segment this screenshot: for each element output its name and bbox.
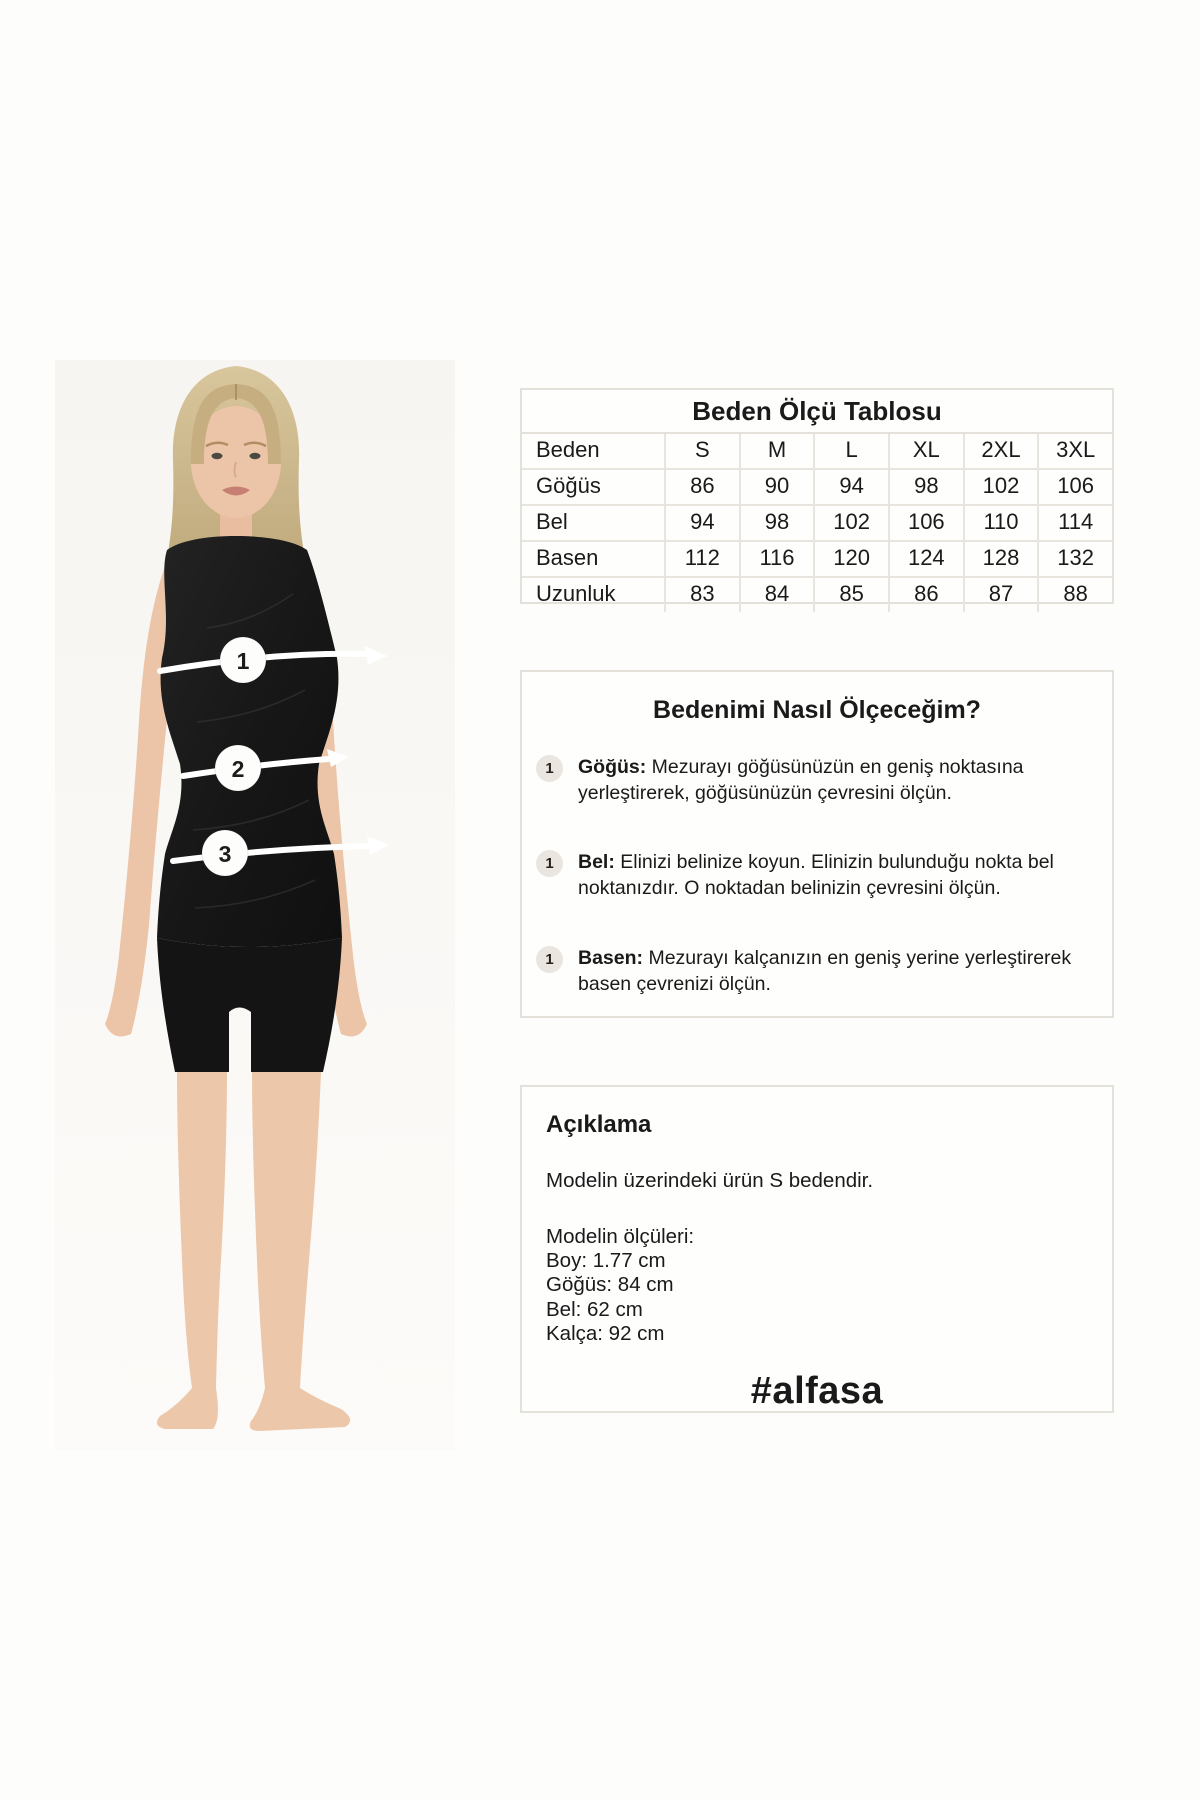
step-badge: 1 — [536, 946, 563, 973]
step-badge: 1 — [536, 755, 563, 782]
size-column-header: 2XL — [963, 434, 1038, 468]
size-column-header: M — [739, 434, 814, 468]
measurement-value: 86 — [664, 470, 739, 504]
size-column-header: S — [664, 434, 739, 468]
waist-marker-label: 2 — [231, 756, 245, 782]
size-table — [520, 388, 1114, 604]
measurement-value: 83 — [664, 578, 739, 612]
measurement-value: 112 — [664, 542, 739, 576]
measurement-row-label: Bel — [536, 509, 568, 534]
measurement-value: 102 — [813, 506, 888, 540]
measure-guide — [520, 670, 1114, 1018]
chest-marker-label: 1 — [236, 648, 250, 674]
measurement-value: 85 — [813, 578, 888, 612]
measurement-value: 110 — [963, 506, 1038, 540]
measurement-value: 87 — [963, 578, 1038, 612]
size-column-header: Beden — [536, 437, 600, 462]
measurement-value: 90 — [739, 470, 814, 504]
measurement-value: 128 — [963, 542, 1038, 576]
guide-item-text: Elinizi belinize koyun. Elinizin bulunduğu nokta bel noktanızdır. O noktadan belinizin çevresini ölçün. — [578, 851, 1054, 900]
measurement-value: 106 — [1037, 470, 1112, 504]
table-row — [522, 540, 1112, 576]
size-column-header: XL — [888, 434, 963, 468]
measurement-value: 102 — [963, 470, 1038, 504]
measurement-value: 94 — [813, 470, 888, 504]
measurement-value: 84 — [739, 578, 814, 612]
brand-logo-text: #alfasa — [750, 1369, 884, 1412]
measurement-value: 98 — [739, 506, 814, 540]
measurement-value: 98 — [888, 470, 963, 504]
model-measurements-title: Modelin ölçüleri: — [546, 1225, 695, 1248]
guide-item-chest — [536, 755, 1098, 806]
measurement-value: 124 — [888, 542, 963, 576]
table-row — [522, 576, 1112, 612]
measurement-row-label: Göğüs — [536, 473, 601, 498]
step-badge: 1 — [536, 850, 563, 877]
guide-item-text: Mezurayı kalçanızın en geniş yerine yerleştirerek basen çevrenizi ölçün. — [578, 946, 1072, 995]
measurement-value: 132 — [1037, 542, 1112, 576]
guide-item-hip — [536, 946, 1098, 997]
model-measurement-line: Bel: 62 cm — [546, 1297, 643, 1321]
model-measurement-line: Kalça: 92 cm — [546, 1321, 665, 1345]
guide-item-text: Mezurayı göğüsünüzün en geniş noktasına yerleştirerek, göğüsünüzün çevresini ölçün. — [578, 756, 1024, 804]
measurement-value: 94 — [664, 506, 739, 540]
model-measurement-line: Göğüs: 84 cm — [546, 1273, 674, 1297]
measurement-value: 86 — [888, 578, 963, 612]
description-title: Açıklama — [546, 1111, 652, 1138]
table-row — [522, 468, 1112, 504]
measurement-value: 116 — [739, 542, 814, 576]
guide-item-label: Göğüs: — [578, 756, 647, 778]
guide-item-label: Bel: — [578, 851, 615, 874]
size-table-title: Beden Ölçü Tablosu — [522, 390, 1112, 434]
measurement-value: 106 — [888, 506, 963, 540]
model-photo — [55, 360, 455, 1450]
model-measurement-line: Boy: 1.77 cm — [546, 1249, 666, 1273]
size-table-header-row — [522, 434, 1112, 468]
table-row — [522, 504, 1112, 540]
measurement-row-label: Uzunluk — [536, 581, 616, 606]
model-tunic — [157, 536, 342, 947]
guide-item-waist — [536, 850, 1098, 901]
product-size-note: Modelin üzerindeki ürün S bedendir. — [546, 1169, 874, 1192]
measurement-value: 88 — [1037, 578, 1112, 612]
guide-item-label: Basen: — [578, 946, 644, 969]
measure-guide-title: Bedenimi Nasıl Ölçeceğim? — [653, 696, 981, 724]
measurement-value: 114 — [1037, 506, 1112, 540]
model-figure-svg — [55, 360, 455, 1450]
measurement-value: 120 — [813, 542, 888, 576]
size-column-header: 3XL — [1037, 434, 1112, 468]
description-panel — [520, 1085, 1114, 1413]
measurement-row-label: Basen — [536, 545, 599, 570]
hip-marker-label: 3 — [218, 841, 232, 867]
size-column-header: L — [813, 434, 888, 468]
